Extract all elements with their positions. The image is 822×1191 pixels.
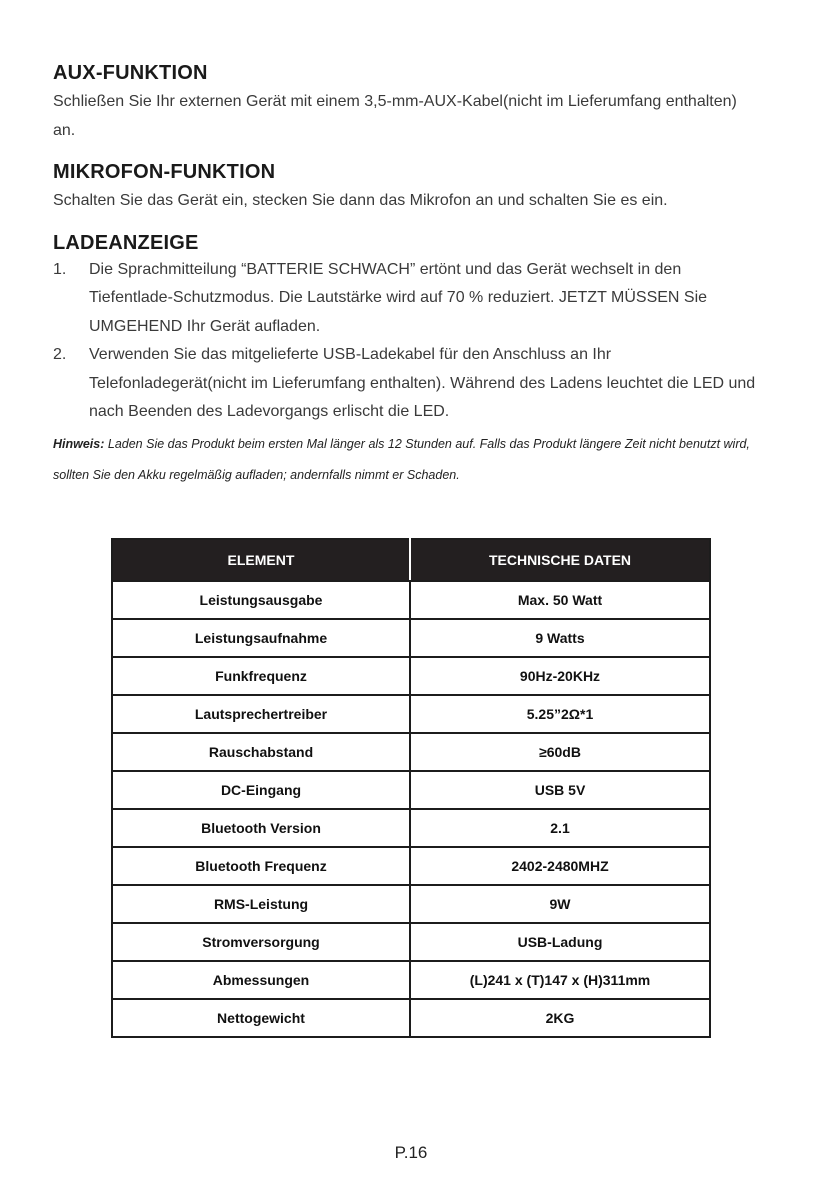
table-row [112, 733, 710, 771]
spec-label: Leistungsausgabe [112, 581, 410, 619]
table-row [112, 657, 710, 695]
spec-value: 9W [410, 885, 710, 923]
spec-label: DC-Eingang [112, 771, 410, 809]
table-row [112, 847, 710, 885]
spec-label: RMS-Leistung [112, 885, 410, 923]
spec-label: Lautsprechertreiber [112, 695, 410, 733]
spec-label: Rauschabstand [112, 733, 410, 771]
section-title: MIKROFON-FUNKTION [53, 161, 276, 183]
spec-value: 2KG [410, 999, 710, 1037]
note [53, 429, 763, 491]
charge-steps-list [53, 256, 763, 427]
list-item-text: Verwenden Sie das mitgelieferte USB-Ladekabel für den Anschluss an Ihr Telefonladegerät(nicht im Lieferumfang enthalten). Während des Ladens leuchtet die LED und nach Beenden des Ladevorgangs erlischt die LED. [89, 346, 756, 420]
note-text: Laden Sie das Produkt beim ersten Mal länger als 12 Stunden auf. Falls das Produkt längere Zeit nicht benutzt wird, sollten Sie den Akku regelmäßig aufladen; andernfalls nimmt er Schaden. [53, 436, 750, 482]
table-row [112, 695, 710, 733]
spec-value: 9 Watts [410, 619, 710, 657]
page-content [53, 60, 763, 491]
spec-label: Bluetooth Frequenz [112, 847, 410, 885]
section-mic [53, 159, 763, 216]
section-title: LADEANZEIGE [53, 231, 199, 254]
list-item-number: 1. [53, 260, 67, 278]
note-label: Hinweis: [53, 436, 105, 451]
table-row [112, 619, 710, 657]
header-element: ELEMENT [112, 539, 410, 581]
spec-label: Abmessungen [112, 961, 410, 999]
section-charge [53, 230, 763, 491]
table-row [112, 809, 710, 847]
list-item [53, 256, 763, 342]
section-text: Schalten Sie das Gerät ein, stecken Sie dann das Mikrofon an und schalten Sie es ein. [53, 192, 668, 209]
section-aux [53, 60, 763, 145]
spec-value: ≥60dB [410, 733, 710, 771]
table-row [112, 581, 710, 619]
table-row [112, 961, 710, 999]
list-item-text: Die Sprachmitteilung “BATTERIE SCHWACH” ertönt und das Gerät wechselt in den Tiefentlade-Schutzmodus. Die Lautstärke wird auf 70 % reduziert. JETZT MÜSSEN Sie UMGEHEND Ihr Gerät aufladen. [89, 260, 708, 335]
spec-table [111, 538, 711, 1038]
spec-label: Bluetooth Version [112, 809, 410, 847]
spec-value: 2.1 [410, 809, 710, 847]
page-number: P.16 [394, 1143, 428, 1162]
spec-value: 2402-2480MHZ [410, 847, 710, 885]
spec-value: USB 5V [410, 771, 710, 809]
header-technical-data: TECHNISCHE DATEN [410, 539, 710, 581]
spec-value: 5.25”2Ω*1 [410, 695, 710, 733]
section-text: Schließen Sie Ihr externen Gerät mit einem 3,5-mm-AUX-Kabel(nicht im Lieferumfang enthalten) an. [53, 93, 737, 139]
table-row [112, 885, 710, 923]
list-item-number: 2. [53, 346, 67, 363]
table-row [112, 999, 710, 1037]
section-title: AUX-FUNKTION [53, 62, 208, 84]
spec-label: Nettogewicht [112, 999, 410, 1037]
table-header-row [112, 539, 710, 581]
spec-label: Leistungsaufnahme [112, 619, 410, 657]
spec-value: 90Hz-20KHz [410, 657, 710, 695]
spec-value: USB-Ladung [410, 923, 710, 961]
list-item [53, 341, 763, 427]
table-row [112, 923, 710, 961]
table-row [112, 771, 710, 809]
spec-label: Stromversorgung [112, 923, 410, 961]
spec-value: Max. 50 Watt [410, 581, 710, 619]
spec-label: Funkfrequenz [112, 657, 410, 695]
spec-value: (L)241 x (T)147 x (H)311mm [410, 961, 710, 999]
